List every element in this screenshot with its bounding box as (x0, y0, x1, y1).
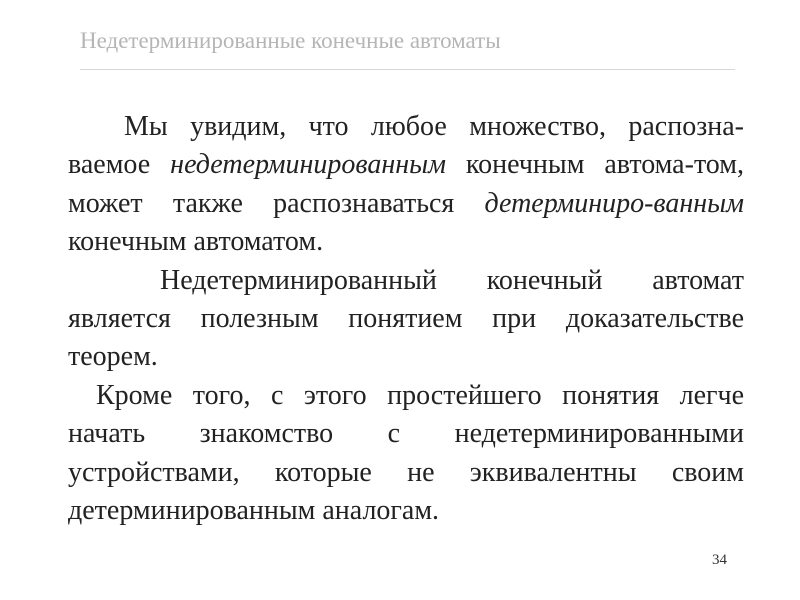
paragraph-2 (68, 262, 744, 377)
title-divider (80, 69, 735, 70)
paragraph-1-text: Мы увидим, что любое множество, распозна-ваемое (68, 111, 744, 181)
page-number: 34 (712, 552, 727, 568)
paragraph-1-emphasis-nondeterministic: недетерминированным (170, 149, 446, 181)
paragraph-1 (68, 108, 744, 262)
paragraph-3 (68, 377, 744, 531)
paragraph-1-emphasis-deterministic: детерминиро-ванным (484, 187, 744, 219)
paragraph-2-text: Недетерминированный конечный автомат является полезным понятием при доказательстве теорем. (68, 264, 744, 373)
paragraph-3-text: Кроме того, с этого простейшего понятия легче начать знакомство с недетерминированными устройствами, которые не эквивалентны своим детерминированным аналогам. (68, 379, 744, 527)
paragraph-1-text-continued: конечным автома-том, может также распознаваться (68, 149, 744, 219)
paragraph-1-text-end: конечным автоматом. (68, 226, 324, 258)
slide-body (68, 108, 744, 530)
slide-title: Недетерминированные конечные автоматы (80, 28, 501, 53)
